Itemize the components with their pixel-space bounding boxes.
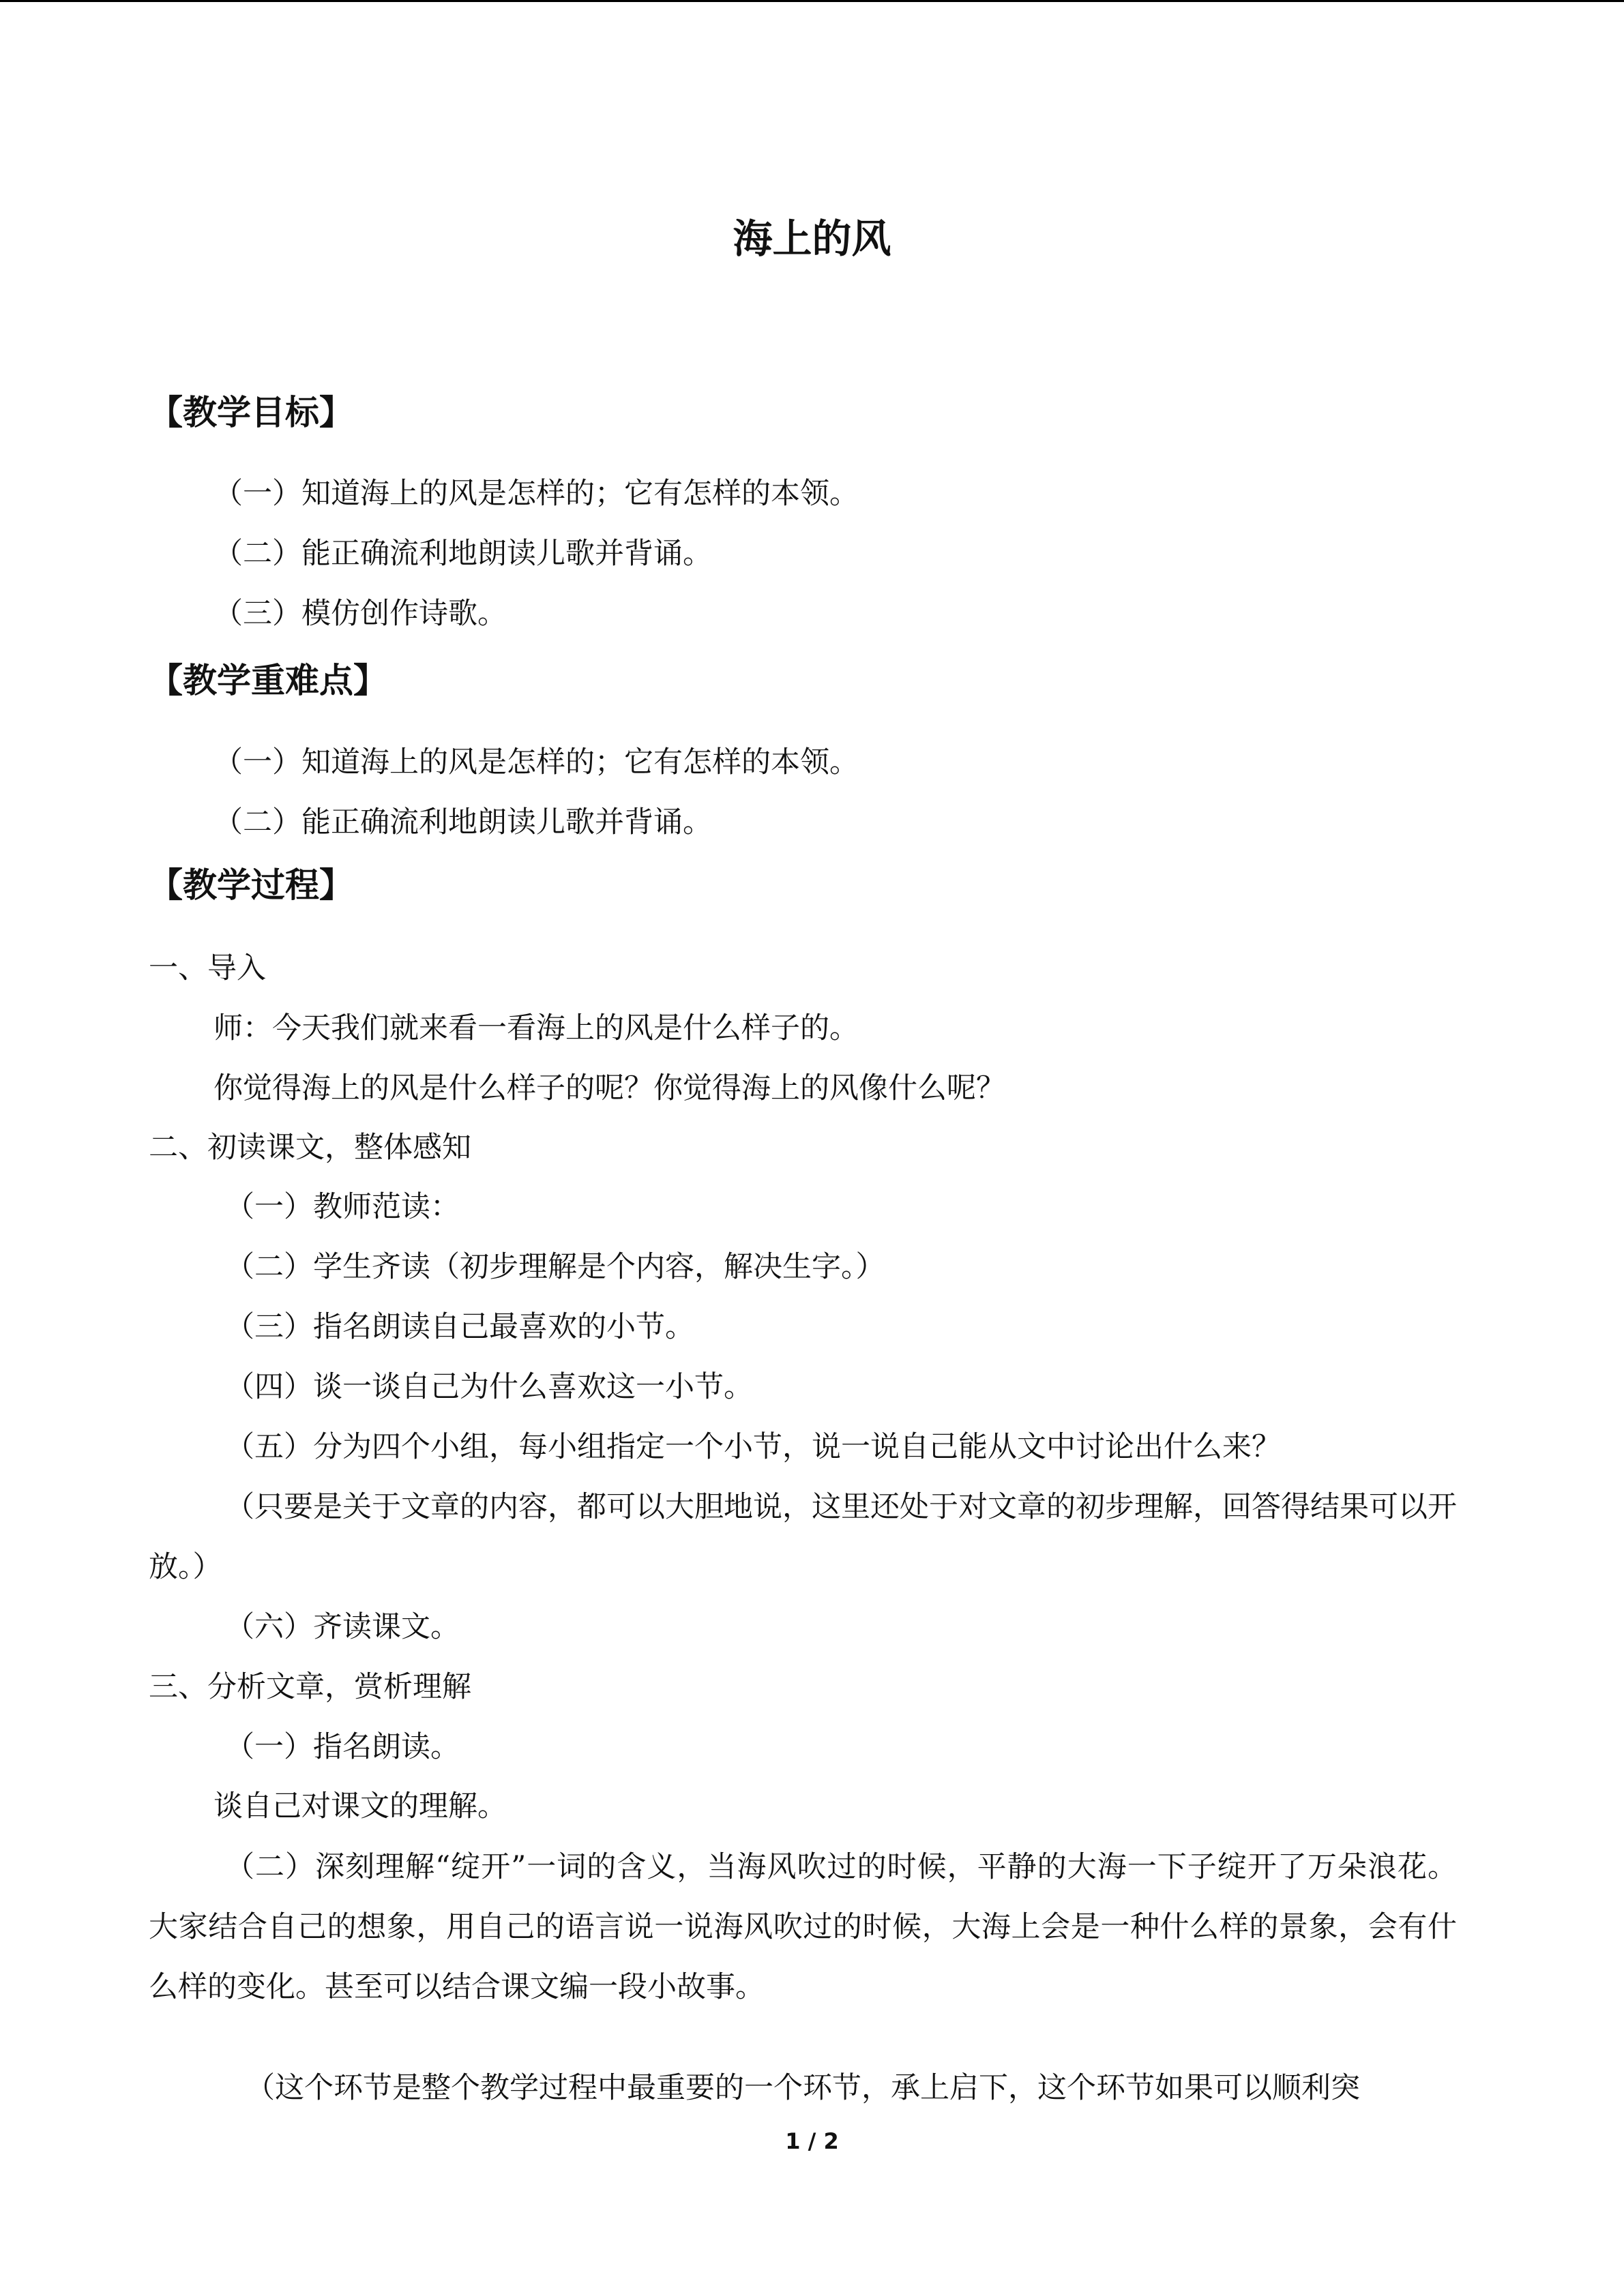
goal-item: （一）知道海上的风是怎样的；它有怎样的本领。 — [213, 477, 859, 511]
process-line: （一）指名朗读。 — [225, 1730, 460, 1764]
process-line: （这个环节是整个教学过程中最重要的一个环节，承上启下，这个环节如果可以顺利突 — [246, 2071, 1360, 2105]
process-line: （三）指名朗读自己最喜欢的小节。 — [225, 1310, 694, 1344]
process-paragraph: （只要是关于文章的内容，都可以大胆地说，这里还处于对文章的初步理解，回答得结果可以开放。） — [149, 1490, 1457, 1584]
process-line: 你觉得海上的风是什么样子的呢？你觉得海上的风像什么呢？ — [213, 1071, 1005, 1105]
section-heading-key-points: 【教学重难点】 — [149, 661, 387, 700]
process-step-heading: 三、分析文章，赏析理解 — [149, 1670, 471, 1704]
goal-item: （二）能正确流利地朗读儿歌并背诵。 — [213, 537, 712, 571]
process-line: （一）教师范读： — [225, 1190, 460, 1224]
document-title: 海上的风 — [733, 215, 891, 262]
process-step-heading: 二、初读课文，整体感知 — [149, 1131, 471, 1165]
goal-item: （三）模仿创作诗歌。 — [213, 597, 507, 631]
process-paragraph: （二）深刻理解“绽开”一词的含义，当海风吹过的时候，平静的大海一下子绽开了万朵浪花。大家结合自己的想象，用自己的语言说一说海风吹过的时候，大海上会是一种什么样的景象，会有什么样的变化。甚至可以结合课文编一段小故事。 — [149, 1850, 1457, 2004]
process-line: 师：今天我们就来看一看海上的风是什么样子的。 — [213, 1011, 859, 1045]
process-line: （四）谈一谈自己为什么喜欢这一小节。 — [225, 1370, 753, 1404]
process-line: （二）学生齐读（初步理解是个内容，解决生字。） — [225, 1250, 885, 1284]
section-heading-goals: 【教学目标】 — [149, 393, 353, 432]
process-line: （六）齐读课文。 — [225, 1610, 460, 1644]
process-line: 谈自己对课文的理解。 — [213, 1789, 507, 1823]
process-step-heading: 一、导入 — [149, 951, 266, 985]
key-point-item: （一）知道海上的风是怎样的；它有怎样的本领。 — [213, 745, 859, 779]
page-number: 1 / 2 — [785, 2128, 839, 2154]
section-heading-process: 【教学过程】 — [149, 865, 353, 905]
key-point-item: （二）能正确流利地朗读儿歌并背诵。 — [213, 805, 712, 839]
process-line: （五）分为四个小组，每小组指定一个小节，说一说自己能从文中讨论出什么来？ — [225, 1430, 1281, 1464]
